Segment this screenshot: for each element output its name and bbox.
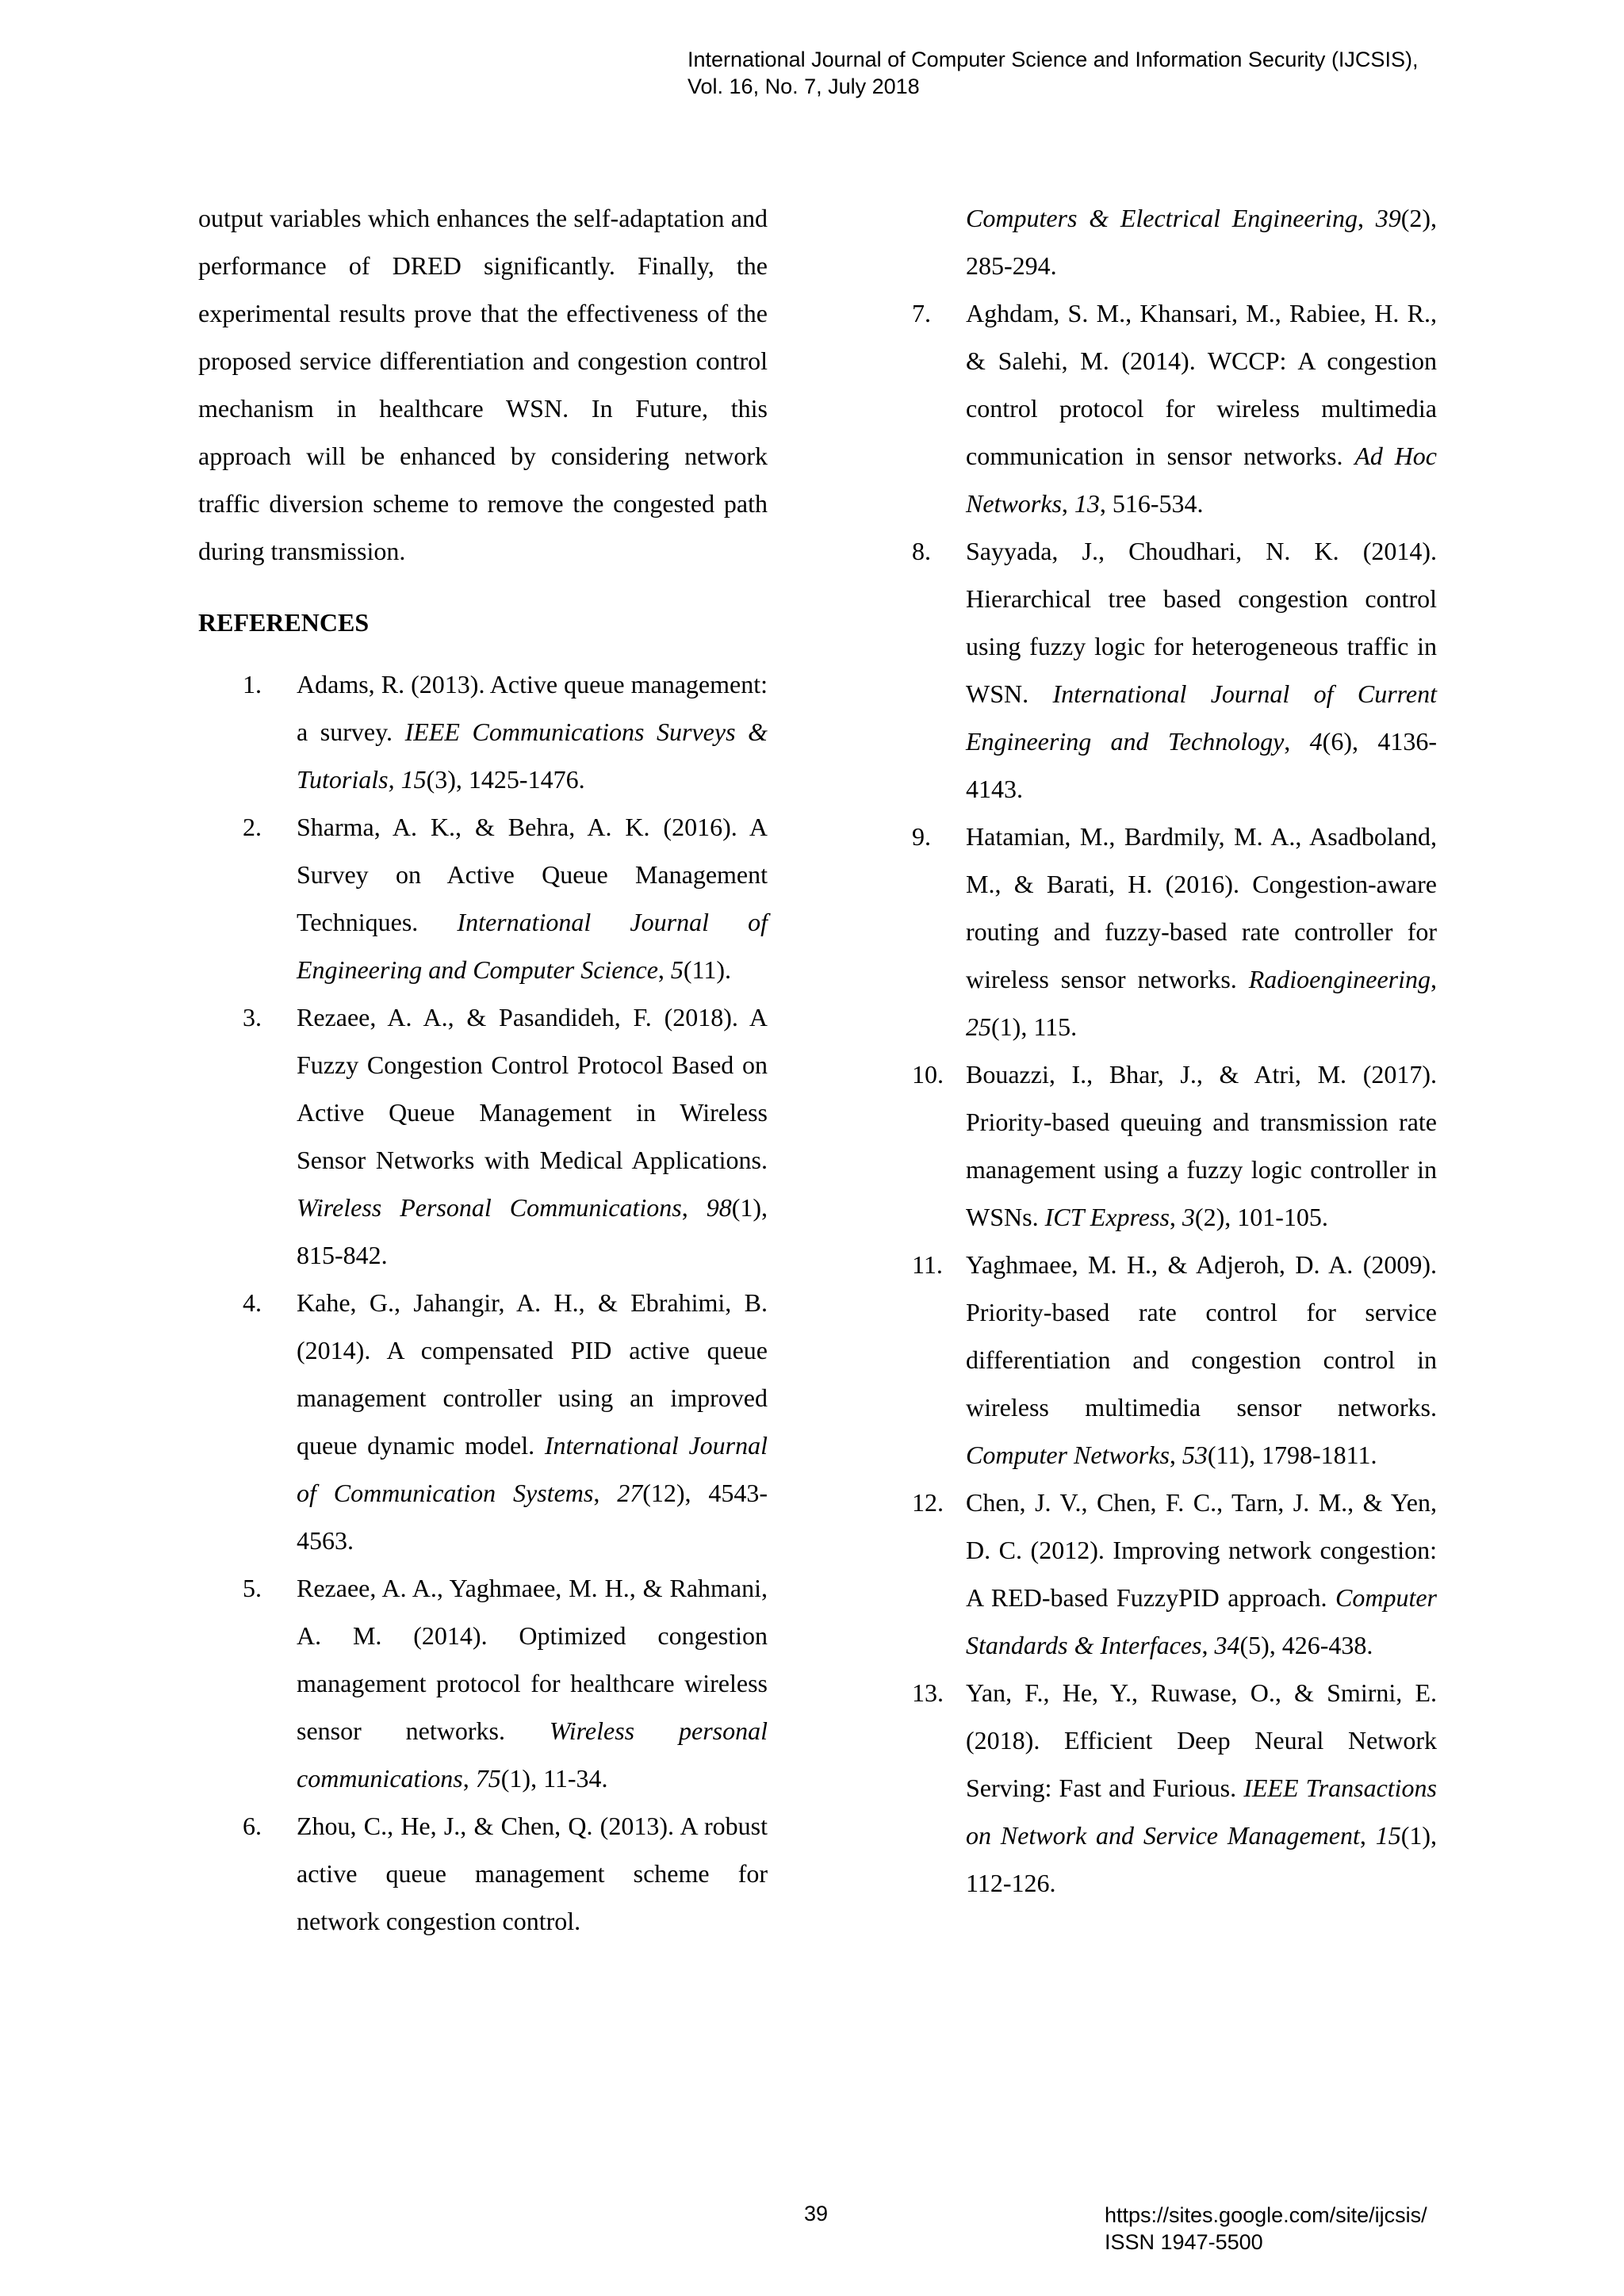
reference-volume: 5: [670, 955, 684, 984]
reference-source: Ad Hoc Networks: [966, 442, 1438, 518]
reference-source: International Journal of Communication Systems: [297, 1431, 768, 1507]
reference-number: 12.: [912, 1488, 944, 1517]
reference-item: 5. Rezaee, A. A., Yaghmaee, M. H., & Rahmani, A. M. (2014). Optimized congestion management protocol for healthcare wireless sensor networks. Wireless personal communications, 75(1), 11-34.: [198, 1564, 768, 1802]
reference-volume: 25: [966, 1012, 991, 1041]
journal-header-line-1: International Journal of Computer Science and Information Security (IJCSIS),: [688, 48, 1419, 71]
right-column: [912, 194, 1437, 1907]
reference-source: ICT Express: [1044, 1203, 1170, 1231]
reference-source: Wireless Personal Communications: [297, 1193, 682, 1222]
reference-item: 1. Adams, R. (2013). Active queue management: a survey. IEEE Communications Surveys & Tutorials, 15(3), 1425-1476.: [198, 660, 768, 803]
reference-volume: 98: [706, 1193, 732, 1222]
journal-header-line-2: Vol. 16, No. 7, July 2018: [688, 75, 920, 98]
reference-volume: 39: [1375, 204, 1401, 232]
reference-item: 6. Zhou, C., He, J., & Chen, Q. (2013). A robust active queue management scheme for network congestion control.: [198, 1802, 768, 1945]
reference-volume: 27: [617, 1479, 643, 1507]
journal-header: [688, 46, 1599, 100]
left-column: [198, 194, 768, 1945]
reference-number: 11.: [912, 1250, 943, 1279]
reference-item-continued: Computers & Electrical Engineering, 39(2), 285-294.: [966, 204, 1438, 280]
reference-item: 4. Kahe, G., Jahangir, A. H., & Ebrahimi, B. (2014). A compensated PID active queue management controller using an improved queue dynamic model. International Journal of Communication Systems, 27(12), 4543-4563.: [198, 1279, 768, 1564]
reference-source: International Journal of Engineering and Computer Science: [297, 908, 768, 984]
reference-number: 3.: [243, 1003, 262, 1031]
reference-number: 9.: [912, 822, 931, 851]
reference-volume: 4: [1309, 727, 1323, 756]
reference-number: 1.: [243, 670, 262, 698]
references-heading: REFERENCES: [198, 608, 370, 637]
reference-item: 2. Sharma, A. K., & Behra, A. K. (2016). A Survey on Active Queue Management Techniques. International Journal of Engineering and Computer Science, 5(11).: [198, 803, 768, 993]
reference-item: 13. Yan, F., He, Y., Ruwase, O., & Smirni, E. (2018). Efficient Deep Neural Network Serving: Fast and Furious. IEEE Transactions on Network and Service Management, 15(1), 112-126.: [912, 1669, 1437, 1907]
reference-number: 5.: [243, 1574, 262, 1602]
reference-source: Computer Standards & Interfaces: [966, 1583, 1437, 1659]
conclusion-paragraph: output variables which enhances the self-adaptation and performance of DRED significantly. Finally, the experimental results prove that the effectiveness of the proposed service differentiation and congestion control mechanism in healthcare WSN. In Future, this approach will be enhanced by considering network traffic diversion scheme to remove the congested path during transmission.: [198, 204, 768, 565]
reference-volume: 15: [1375, 1821, 1401, 1850]
reference-item: 8. Sayyada, J., Choudhari, N. K. (2014). Hierarchical tree based congestion control using fuzzy logic for heterogeneous traffic in WSN. International Journal of Current Engineering and Technology, 4(6), 4136-4143.: [912, 527, 1437, 813]
reference-item: 11. Yaghmaee, M. H., & Adjeroh, D. A. (2009). Priority-based rate control for service differentiation and congestion control in wireless multimedia sensor networks. Computer Networks, 53(11), 1798-1811.: [912, 1241, 1437, 1479]
reference-number: 7.: [912, 299, 931, 327]
reference-item: 10. Bouazzi, I., Bhar, J., & Atri, M. (2017). Priority-based queuing and transmission rate management using a fuzzy logic controller in WSNs. ICT Express, 3(2), 101-105.: [912, 1050, 1437, 1241]
reference-volume: 13: [1074, 489, 1100, 518]
reference-number: 13.: [912, 1678, 944, 1707]
reference-source: Computer Networks: [966, 1441, 1170, 1469]
reference-volume: 53: [1182, 1441, 1208, 1469]
issn: ISSN 1947-5500: [1105, 2230, 1263, 2254]
reference-item: 9. Hatamian, M., Bardmily, M. A., Asadboland, M., & Barati, H. (2016). Congestion-aware routing and fuzzy-based rate controller for wireless sensor networks. Radioengineering, 25(1), 115.: [912, 813, 1437, 1050]
reference-number: 8.: [912, 537, 931, 565]
reference-source: Computers & Electrical Engineering: [966, 204, 1358, 232]
reference-number: 10.: [912, 1060, 944, 1089]
reference-item: 12. Chen, J. V., Chen, F. C., Tarn, J. M., & Yen, D. C. (2012). Improving network congestion: A RED-based FuzzyPID approach. Computer Standards & Interfaces, 34(5), 426-438.: [912, 1479, 1437, 1669]
footer-info: [1105, 2202, 1427, 2256]
journal-url-link[interactable]: https://sites.google.com/site/ijcsis/: [1105, 2203, 1427, 2227]
reference-number: 6.: [243, 1812, 262, 1840]
reference-item: 7. Aghdam, S. M., Khansari, M., Rabiee, H. R., & Salehi, M. (2014). WCCP: A congestion control protocol for wireless multimedia communication in sensor networks. Ad Hoc Networks, 13, 516-534.: [912, 289, 1437, 527]
page-number: 39: [804, 2202, 829, 2225]
reference-source: IEEE Transactions on Network and Service Management: [966, 1774, 1437, 1850]
reference-source: Radioengineering: [1248, 965, 1431, 993]
reference-source: IEEE Communications Surveys & Tutorials, 15: [297, 718, 768, 794]
reference-volume: 34: [1214, 1631, 1240, 1659]
reference-number: 2.: [243, 813, 262, 841]
reference-volume: 75: [475, 1764, 501, 1793]
reference-source: Wireless personal communications: [297, 1716, 768, 1793]
reference-source: International Journal of Current Engineering and Technology: [966, 679, 1438, 756]
reference-volume: 3: [1182, 1203, 1195, 1231]
reference-item: 3. Rezaee, A. A., & Pasandideh, F. (2018). A Fuzzy Congestion Control Protocol Based on Active Queue Management in Wireless Sensor Networks with Medical Applications. Wireless Personal Communications, 98(1), 815-842.: [198, 993, 768, 1279]
reference-number: 4.: [243, 1288, 262, 1317]
